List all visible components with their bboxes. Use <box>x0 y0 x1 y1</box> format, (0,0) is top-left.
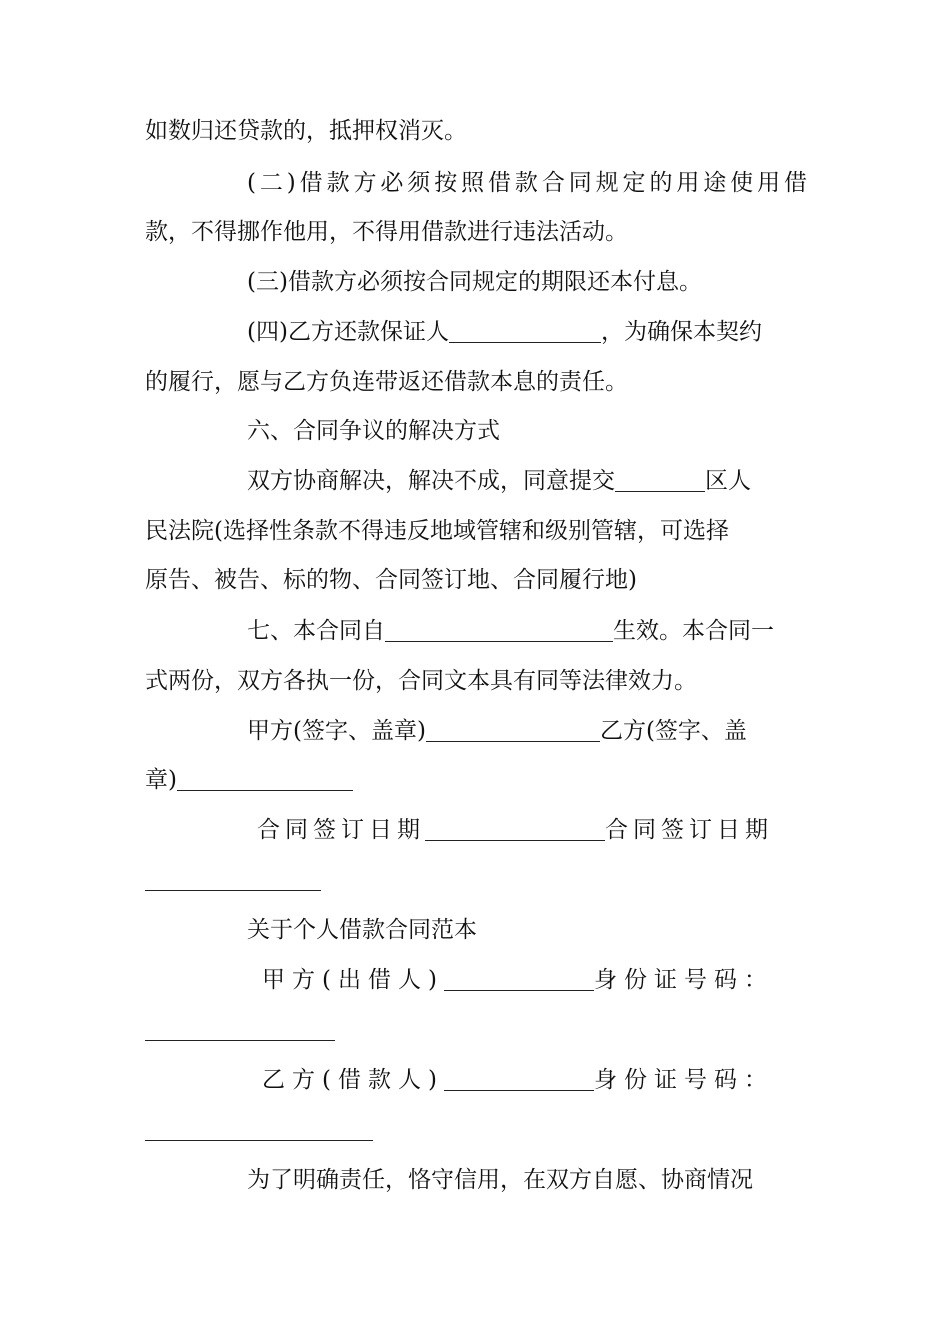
blank-borrower-name <box>444 1062 594 1091</box>
blank-court <box>615 463 705 492</box>
blank-sign-date-a <box>425 812 605 841</box>
text-line: 如数归还贷款的，抵押权消灭。 <box>145 118 467 144</box>
text-line: 式两份，双方各执一份，合同文本具有同等法律效力。 <box>145 668 697 694</box>
blank-party-a-signature <box>426 713 600 742</box>
blank-borrower-id <box>145 1140 373 1141</box>
date-line: 合同签订日期 合同签订日期 <box>257 810 817 850</box>
party-line: 甲方(出借人) 身份证号码： <box>262 960 822 1000</box>
signature-line: 章) <box>145 760 807 800</box>
text-line: 双方协商解决，解决不成，同意提交 区人 <box>247 461 807 501</box>
section-title: 关于个人借款合同范本 <box>247 917 477 943</box>
text-line: (四)乙方还款保证人 ，为确保本契约 <box>247 312 807 352</box>
party-line: 乙方(借款人) 身份证号码： <box>262 1060 822 1100</box>
text-line: 七、本合同自 生效。本合同一 <box>247 611 807 651</box>
blank-effective-date <box>385 613 613 642</box>
text-line: (三)借款方必须按合同规定的期限还本付息。 <box>247 269 702 295</box>
signature-line: 甲方(签字、盖章) 乙方(签字、盖 <box>247 711 807 751</box>
text-line: 款，不得挪作他用，不得用借款进行违法活动。 <box>145 219 628 245</box>
blank-lender-name <box>444 962 594 991</box>
blank-guarantor <box>449 314 601 343</box>
text-line: 的履行，愿与乙方负连带返还借款本息的责任。 <box>145 369 628 395</box>
blank-lender-id <box>145 1040 335 1041</box>
text-line: 民法院(选择性条款不得违反地域管辖和级别管辖，可选择 <box>145 518 729 544</box>
text-line: (二)借款方必须按照借款合同规定的用途使用借 <box>247 170 807 196</box>
blank-sign-date-b <box>145 890 321 891</box>
text-line: 原告、被告、标的物、合同签订地、合同履行地) <box>145 567 637 593</box>
text-line: 为了明确责任，恪守信用，在双方自愿、协商情况 <box>247 1167 753 1193</box>
blank-party-b-signature <box>177 762 353 791</box>
section-heading: 六、合同争议的解决方式 <box>247 418 500 444</box>
